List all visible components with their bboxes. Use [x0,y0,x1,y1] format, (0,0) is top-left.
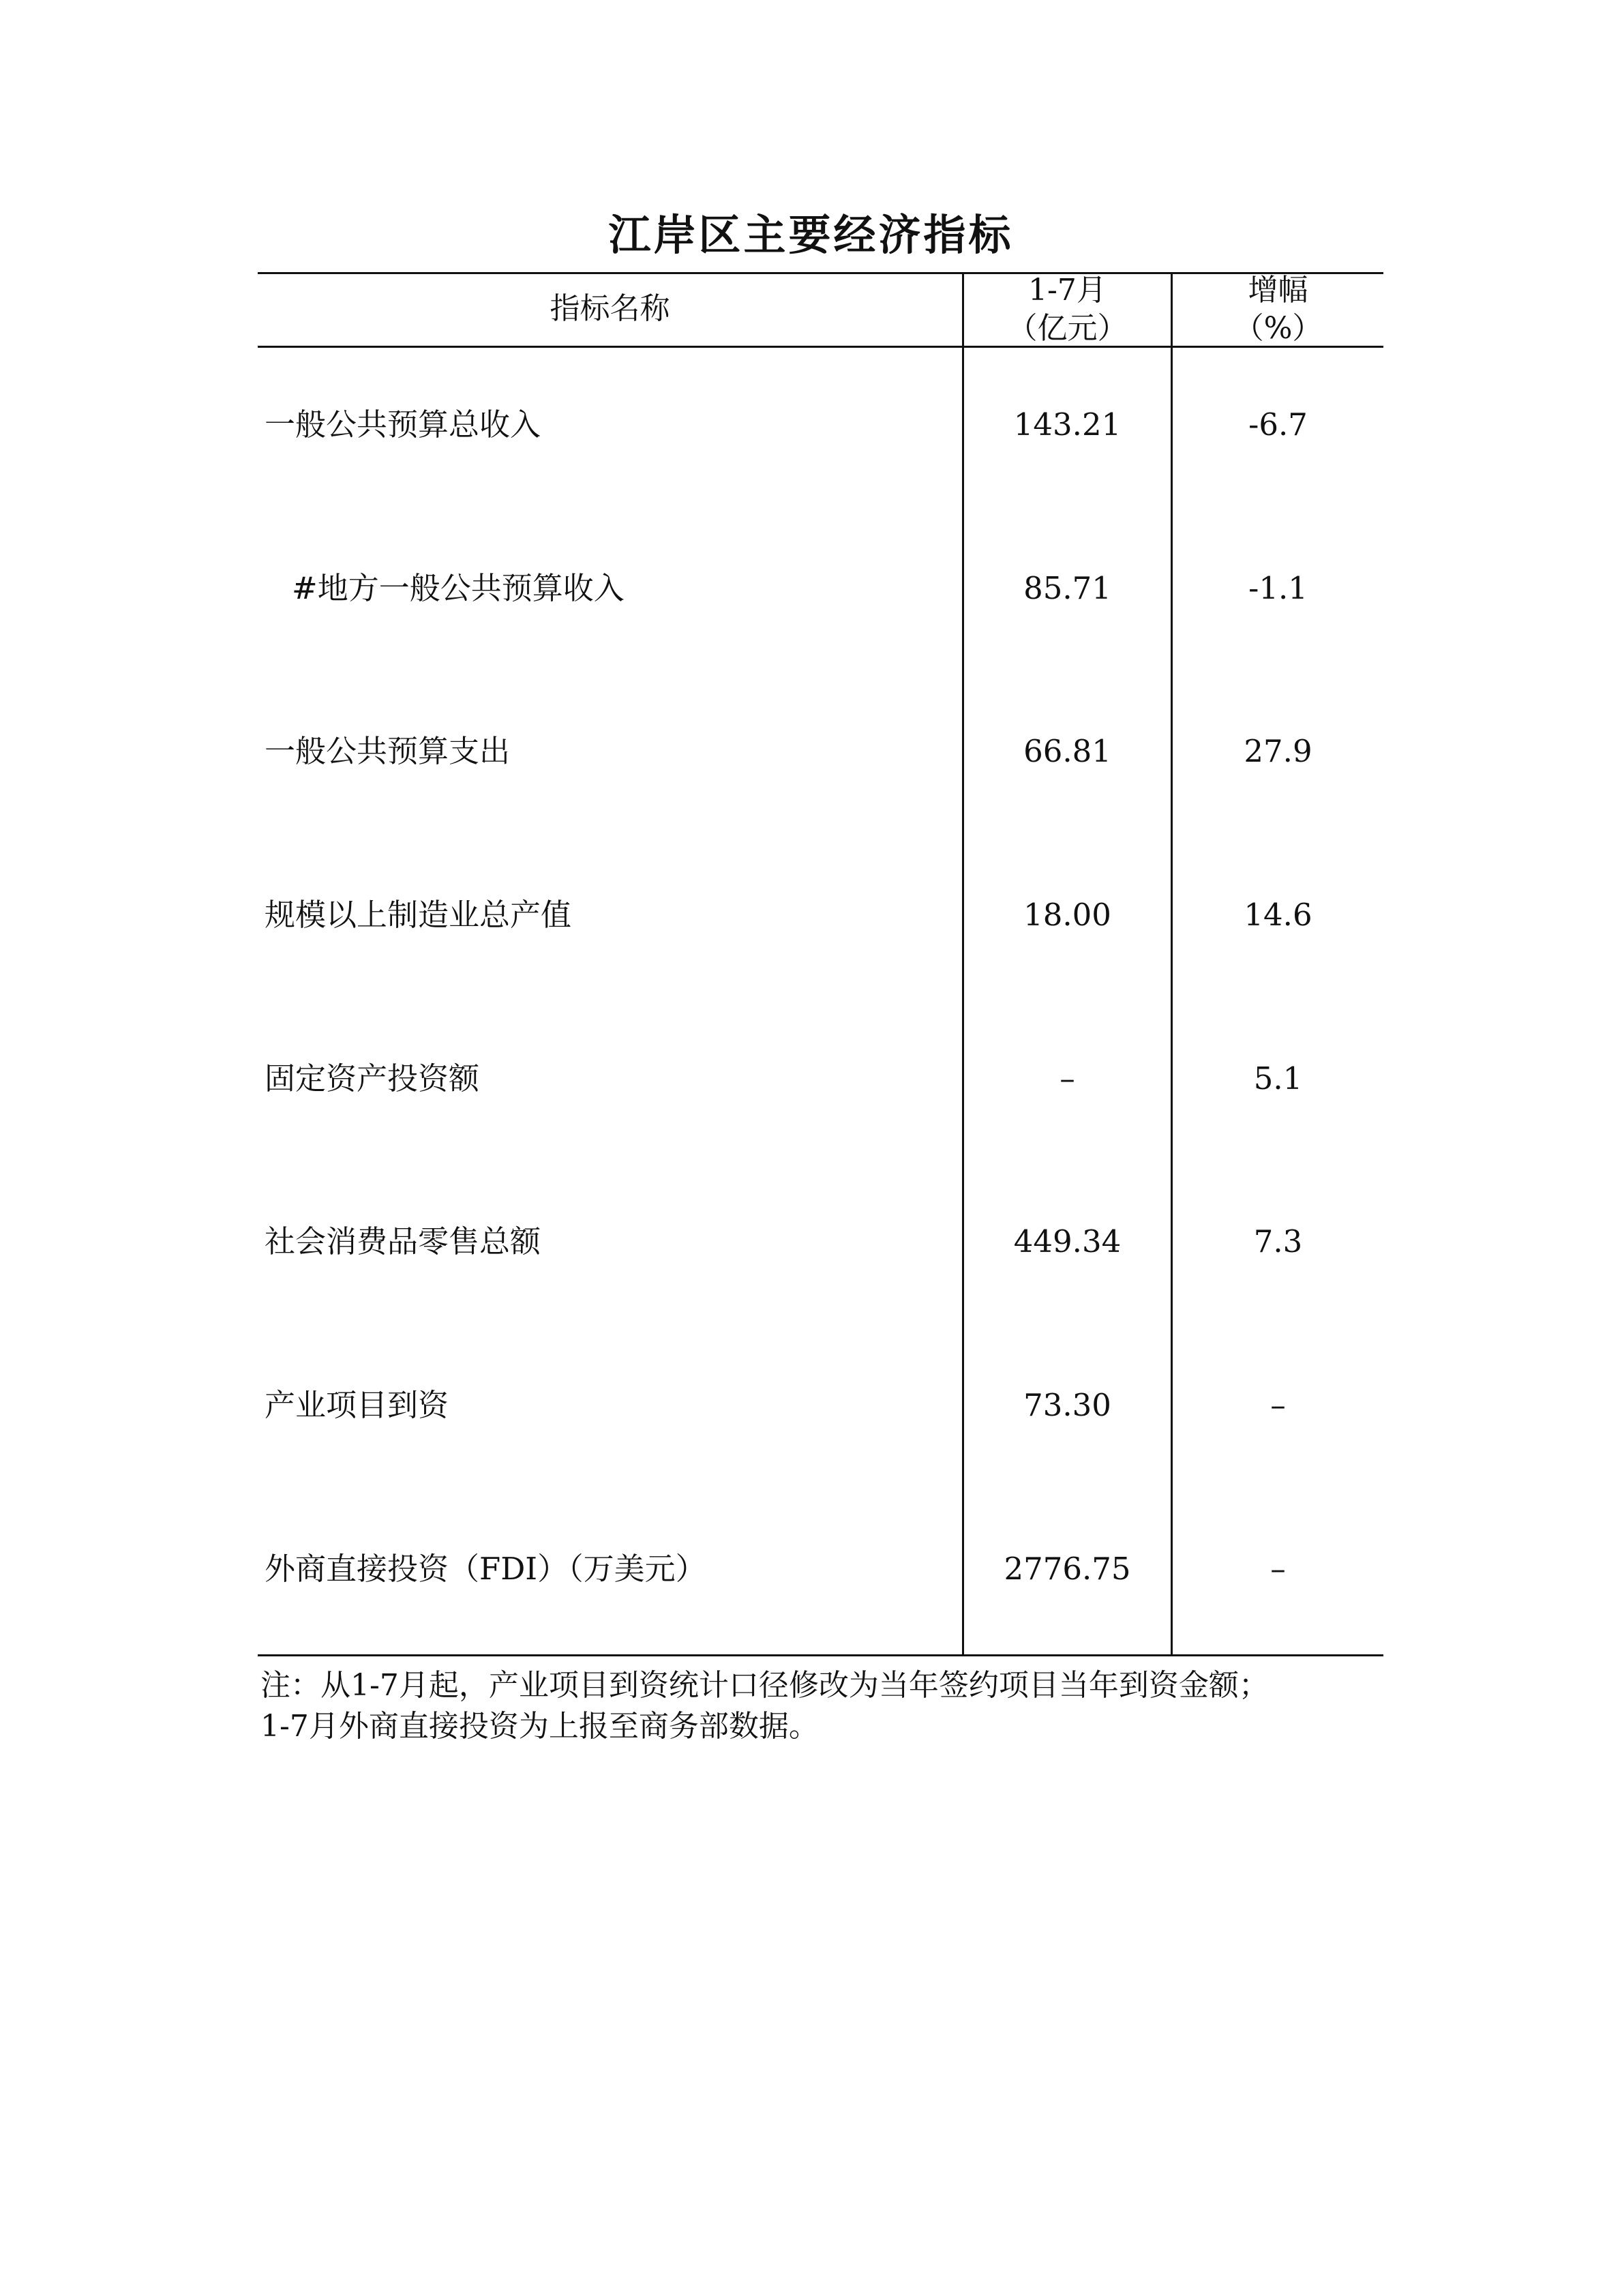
row-growth: – [1270,1551,1286,1587]
row-value: – [1060,1060,1075,1097]
row-growth: 14.6 [1244,897,1312,933]
row-name: 规模以上制造业总产值 [265,897,572,933]
row-name: 一般公共预算总收入 [265,406,541,443]
row-growth: 27.9 [1244,733,1312,769]
header-growth-label: 增幅 [1248,273,1308,308]
row-value: 73.30 [1023,1387,1111,1423]
column-divider-1 [962,272,964,1656]
row-value: 2776.75 [1004,1551,1131,1587]
header-name-label: 指标名称 [550,291,670,326]
row-name: 社会消费品零售总额 [265,1223,541,1259]
header-period-label: 1-7月 [1028,273,1107,308]
row-growth: -1.1 [1248,570,1308,606]
header-period-unit: （亿元） [1007,311,1128,346]
row-name: 产业项目到资 [265,1387,449,1423]
row-growth: – [1270,1387,1286,1423]
row-value: 66.81 [1023,733,1111,769]
row-growth: 5.1 [1253,1060,1303,1097]
row-name: 一般公共预算支出 [265,733,511,769]
footnote-line-2: 1-7月外商直接投资为上报至商务部数据。 [260,1709,819,1744]
column-divider-2 [1171,272,1173,1656]
page-title: 江岸区主要经济指标 [608,210,1014,260]
header-indicator-name [258,290,962,328]
row-growth: -6.7 [1248,406,1308,443]
row-value: 18.00 [1023,897,1111,933]
footnote-line-1: 注：从1-7月起，产业项目到资统计口径修改为当年签约项目当年到资金额； [260,1668,1269,1703]
row-value: 143.21 [1013,406,1122,443]
footnote [260,1665,1392,1747]
row-name: 固定资产投资额 [265,1060,480,1097]
row-name: #地方一般公共预算收入 [292,570,625,606]
row-value: 449.34 [1013,1223,1122,1259]
row-growth: 7.3 [1253,1223,1303,1259]
row-value: 85.71 [1023,570,1111,606]
table-bottom-rule [258,1654,1383,1656]
header-period [964,271,1171,348]
header-growth [1173,271,1383,348]
row-name: 外商直接投资（FDI）（万美元） [265,1551,706,1587]
header-growth-unit: （%） [1233,311,1323,346]
